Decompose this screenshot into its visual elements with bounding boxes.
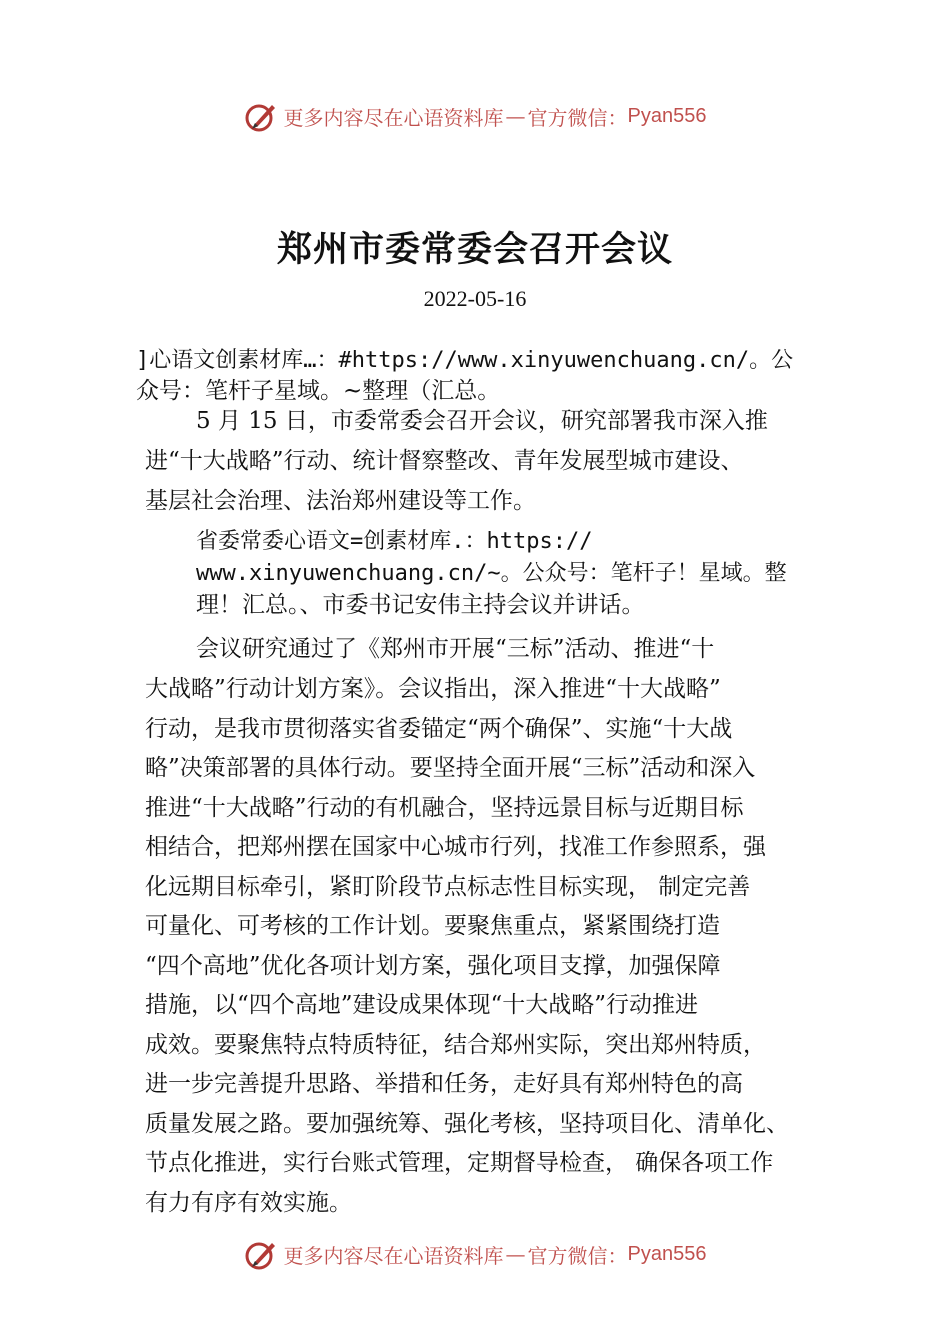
body-line: 理！汇总。、市委书记安伟主持会议并讲话。 bbox=[196, 592, 645, 618]
body-line: 推进“十大战略”行动的有机融合，坚持远景目标与近期目标 bbox=[145, 795, 744, 821]
body-line: 质量发展之路。要加强统筹、强化考核，坚持项目化、清单化、 bbox=[145, 1111, 789, 1137]
pen-logo-icon bbox=[244, 1237, 278, 1271]
body-line: 大战略”行动计划方案》。会议指出，深入推进“十大战略” bbox=[145, 676, 721, 702]
body-line: 有力有序有效实施。 bbox=[145, 1190, 352, 1216]
body-line: 化远期目标牵引，紧盯阶段节点标志性目标实现， 制定完善 bbox=[145, 874, 751, 900]
body-line: 进一步完善提升思路、举措和任务，走好具有郑州特色的高 bbox=[145, 1071, 743, 1097]
body-line: ]心语文创素材库…：#https://www.xinyuwenchuang.cn/。公 bbox=[136, 348, 794, 373]
body-line: 基层社会治理、法治郑州建设等工作。 bbox=[145, 488, 536, 514]
body-line: 措施，以“四个高地”建设成果体现“十大战略”行动推进 bbox=[145, 992, 699, 1018]
body-line: 行动，是我市贯彻落实省委锚定“两个确保”、实施“十大战 bbox=[145, 716, 733, 742]
body-line: 相结合，把郑州摆在国家中心城市行列，找准工作参照系，强 bbox=[145, 834, 766, 860]
body-line: “四个高地”优化各项计划方案，强化项目支撑，加强保障 bbox=[145, 953, 721, 979]
body-line: 节点化推进，实行台账式管理，定期督导检查， 确保各项工作 bbox=[145, 1150, 774, 1176]
article-title: 郑州市委常委会召开会议 bbox=[276, 229, 673, 270]
banner-text: 更多内容尽在心语资料库 bbox=[283, 105, 504, 130]
article-date: 2022-05-16 bbox=[423, 286, 527, 311]
pen-logo-icon bbox=[244, 99, 278, 133]
banner-label: 官方微信： bbox=[527, 105, 628, 130]
banner-wechat-id: Pyan556 bbox=[627, 1242, 707, 1265]
banner-text: 更多内容尽在心语资料库 bbox=[283, 1243, 504, 1268]
body-line: 省委常委心语文=创素材库.：https:// bbox=[196, 529, 593, 554]
body-line: 5 月 15 日，市委常委会召开会议，研究部署我市深入推 bbox=[196, 408, 768, 434]
body-line: 进“十大战略”行动、统计督察整改、青年发展型城市建设、 bbox=[145, 448, 744, 474]
body-line: 会议研究通过了《郑州市开展“三标”活动、推进“十 bbox=[196, 636, 715, 662]
banner-label: 官方微信： bbox=[527, 1243, 628, 1268]
body-line: 可量化、可考核的工作计划。要聚焦重点，紧紧围绕打造 bbox=[145, 913, 720, 939]
footer-watermark bbox=[0, 1234, 950, 1274]
header-watermark bbox=[0, 96, 950, 136]
body-line: 众号：笔杆子星域。~整理（汇总。 bbox=[136, 378, 501, 404]
banner-dash: — bbox=[505, 104, 526, 128]
banner-dash: — bbox=[505, 1242, 526, 1266]
banner-wechat-id: Pyan556 bbox=[627, 104, 707, 127]
body-line: 略”决策部署的具体行动。要坚持全面开展“三标”活动和深入 bbox=[145, 755, 756, 781]
body-line: 成效。要聚焦特点特质特征，结合郑州实际，突出郑州特质， bbox=[145, 1032, 766, 1058]
body-line: www.xinyuwenchuang.cn/~。公众号：笔杆子！星域。整 bbox=[196, 561, 787, 586]
